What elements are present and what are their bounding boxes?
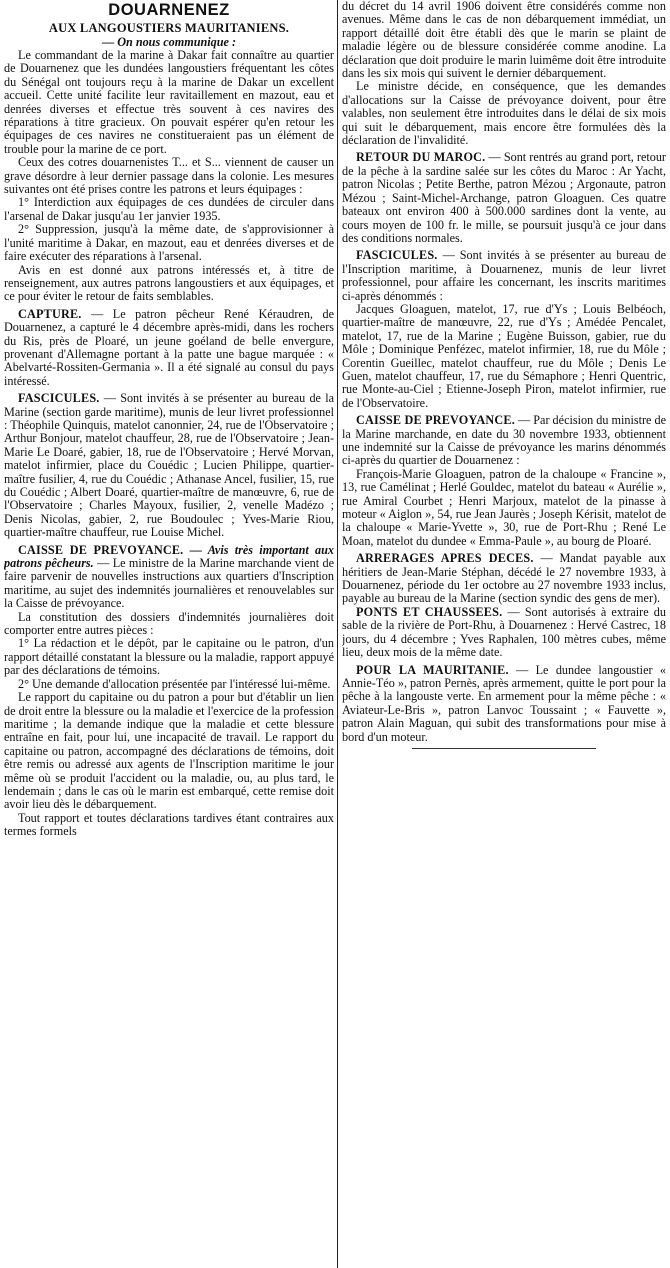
fascicules2-article <box>342 249 666 303</box>
fascicules2-heading: FASCICULES. <box>356 248 438 263</box>
arrerages-article <box>342 552 666 606</box>
caisse-article <box>4 544 334 611</box>
arrerages-text: — Mandat payable aux héritiers de Jean-Marie Stéphan, décédé le 27 novembre 1933, à Douarnenez, période du 1er octobre au 27 novembre 1933 inclus, payable au bureau de la Marine (section syndic des gens de mer). <box>342 551 666 606</box>
end-rule <box>412 748 596 749</box>
langoustiers-paragraph-4: 2° Suppression, jusqu'à la même date, de s'approvisionner à l'unité maritime à Dakar, en mazout, eau et denrées diverses et de faire exécuter des réparations à l'arsenal. <box>4 222 334 264</box>
mauritanie-heading: POUR LA MAURITANIE. <box>356 662 509 677</box>
fascicules-heading: FASCICULES. <box>18 391 100 406</box>
ponts-article <box>342 606 666 660</box>
fascicules2-paragraph-2: Jacques Gloaguen, matelot, 17, rue d'Ys ; Louis Belbéoch, quartier-maître de manœuvre, 22, rue d'Ys ; Amédée Pencalet, matelot, 17, rue de la Marine ; Eugène Buisson, gabier, rue du Môle ; Dominique Penfézec, matelot infirmier, 18, rue du Môle ; Corentin Gueillec, matelot chauffeur, rue du Môle ; Denis Le Guen, matelot chauffeur, 17, rue du Sémaphore ; Henri Quentric, rue Monte-au-Ciel ; Etienne-Joseph Piron, matelot infirmier, rue de l'Observatoire. <box>342 301 666 410</box>
langoustiers-heading: AUX LANGOUSTIERS MAURITANIENS. <box>48 21 290 35</box>
caisse2-article <box>342 414 666 468</box>
langoustiers-paragraph-3: 1° Interdiction aux équipages de ces dundées de circuler dans l'arsenal de Dakar jusqu'au 1er janvier 1935. <box>4 195 334 223</box>
caisse-paragraph-5: Le rapport du capitaine ou du patron a pour but d'établir un lien de droit entre la blessure ou la maladie et l'exercice de la profession maritime ; la demande indique que la maladie et cette blessure entraîne en fait, pour lui, une incapacité de travail. Le rapport du capitaine ou patron, accompagné des déclarations de témoins, doit être remis ou adressé aux agents de l'Inscription maritime le jour même où se produit l'accident ou la maladie, ou, au plus tard, le lendemain ; dans le cas où le marin est embarqué, cette remise doit avoir lieu dès le débarquement. <box>4 690 334 812</box>
langoustiers-paragraph-5: Avis en est donné aux patrons intéressés et, à titre de renseignement, aux autres patrons langoustiers et aux équipages, et ce pour éviter le retour de faits semblables. <box>4 262 334 304</box>
capture-article <box>4 308 334 388</box>
left-column <box>4 0 334 1268</box>
caisse-continued-paragraph-2: Le ministre décide, en conséquence, que les demandes d'allocations sur la Caisse de prévoyance doivent, pour être valables, non seulement être introduites dans le délai de six mois qui suit le débarquement, mais encore être formulées dès la déclaration de l'invalidité. <box>342 79 666 148</box>
fascicules-text: — Sont invités à se présenter au bureau de la Marine (section garde maritime), munis de leur livret professionnel : Théophile Quinquis, matelot canonnier, 24, rue de l'Observatoire ; Arthur Bonjour, matelot chauffeur, 28, rue de l'Observatoire ; Jean-Marie Le Doaré, gabier, 18, rue de l'Observatoire ; Hervé Morvan, matelot infirmier, place du Couédic ; Lucien Philippe, quartier-maître fusilier, 4, rue du Couédic ; Athanase Ancel, fusilier, 15, rue du Couédic ; Albert Doaré, quartier-maître de manœuvre, 6, rue de l'Observatoire ; Charles Mayoux, fusilier, 2, venelle Madézo ; Denis Nicolas, gabier, 2, rue Boudoulec ; Yves-Marie Riou, quartier-maître chauffeur, rue Louise Michel. <box>4 391 334 540</box>
arrerages-heading: ARRERAGES APRES DECES. <box>356 551 534 566</box>
maroc-heading: RETOUR DU MAROC. <box>356 150 486 165</box>
fascicules2-text: — Sont invités à se présenter au bureau de l'Inscription maritime, à Douarnenez, munis de leur livret professionnel, pour affaire les concernant, les inscrits maritimes ci-après dénommés : <box>342 248 666 303</box>
page-title: DOUARNENEZ <box>108 1 230 19</box>
ponts-text: — Sont autorisés à extraire du sable de la rivière de Port-Rhu, à Douarnenez : Hervé Castrec, 18 jours, du 4 décembre ; Yves Raphalen, 100 mètres cubes, même lieu, deux mois de la même date. <box>342 604 666 660</box>
caisse-subheading: — Avis très important aux patrons pêcheurs. <box>4 542 334 571</box>
maroc-article <box>342 151 666 245</box>
caisse-paragraph-2: La constitution des dossiers d'indemnités journalières doit comporter entre autres pièces : <box>4 609 334 638</box>
caisse-paragraph-6: Tout rapport et toutes déclarations tardives étant contraires aux termes formels <box>4 810 334 839</box>
capture-text: — Le patron pêcheur René Kéraudren, de Douarnenez, a capturé le 4 décembre après-midi, dans les rochers du Ris, près de Ploaré, un jeune goéland de belle envergure, provenant d'Allemagne portant à la patte une bague marquée : « Abelvarté-Rossiten-Germania ». Il a été signalé au consul du pays intéressé. <box>4 306 334 388</box>
caisse2-heading: CAISSE DE PREVOYANCE. <box>356 413 515 428</box>
right-column <box>342 0 666 1268</box>
langoustiers-paragraph-2: Ceux des cotres douarnenistes T... et S... viennent de causer un grave désordre à leur dernier passage dans la colonie. Les mesures suivantes ont été prises contre les patrons et leurs équipages : <box>4 155 334 197</box>
langoustiers-paragraph-1: Le commandant de la marine à Dakar fait connaître au quartier de Douarnenez que les dundées langoustiers fréquentant les côtes du Sénégal ont toujours reçu à la marine de Dakar un excellent accueil. Cette unité facilite leur ravitaillement en mazout, eau et denrées diverses et effectue très souvent à ces navires des réparations à titre gracieux. On pouvait espérer qu'en retour les équipages de ces navires ne constitueraient pas un élément de trouble pour la marine de ce port. <box>4 48 334 156</box>
mauritanie-article <box>342 664 666 744</box>
caisse-paragraph-4: 2° Une demande d'allocation présentée par l'intéressé lui-même. <box>18 676 331 691</box>
caisse-text: — Le ministre de la Marine marchande vient de faire parvenir de nouvelles instructions aux quartiers d'Inscription maritime, au sujet des indemnités journalières et renouvelables sur la Caisse de prévoyance. <box>4 556 334 611</box>
caisse2-text: — Par décision du ministre de la Marine marchande, en date du 30 novembre 1933, obtiennent une indemnité sur la Caisse de prévoyance les marins dénommés ci-après du quartier de Douarnenez : <box>342 413 666 468</box>
caisse-continued-paragraph-1: du décret du 14 avril 1906 doivent être considérés comme non avenues. Même dans le cas de non débarquement immédiat, un rapport détaillé doit être établi dès que le marin se plaint de maladie légère ou de blessure considérée comme anodine. La déclaration que doit produire le marin luimême doit être introduite dans les six mois qui suivent le dernier débarquement. <box>342 0 666 81</box>
capture-heading: CAPTURE. <box>18 306 82 321</box>
mauritanie-text: — Le dundee langoustier « Annie-Téo », patron Pernès, après armement, quitte le port pour la pêche à la langouste verte. En armement pour la même pêche : « Aviateur-Le-Bris », patron Lanvoc Toussaint ; « Fauvette », patron Alain Maguan, qui subit des transformations pour mise à bord d'un moteur. <box>342 662 666 744</box>
ponts-heading: PONTS ET CHAUSSEES. <box>356 604 503 619</box>
caisse-paragraph-3: 1° La rédaction et le dépôt, par le capitaine ou le patron, d'un rapport détaillé constatant la blessure ou la maladie, rapport appuyé par des déclarations de témoins. <box>4 636 334 678</box>
langoustiers-subhead: — On nous communique : <box>101 35 237 49</box>
maroc-text: — Sont rentrés au grand port, retour de la pêche à la sardine salée sur les côtes du Maroc : Ar Yacht, patron Nicolas ; Petite Berthe, patron Mézou ; Argonaute, patron Mézou ; Saint-Michel-Archange, patron Gloaguen. Ces quatre bateaux ont environ 400 à 500.000 sardines dont la vente, au cours moyen de 100 fr. le mille, se poursuit jusqu'à ce jour dans des conditions normales. <box>342 150 666 245</box>
fascicules-article <box>4 392 334 539</box>
column-divider <box>337 0 338 1268</box>
caisse2-paragraph-2: François-Marie Gloaguen, patron de la chaloupe « Francine », 13, rue Camélinat ; Herlé Gouldec, matelot du bateau « Aurélie », rue Amiral Courbet ; Henri Marjoux, matelot de la pinasse à moteur « Aiglon », 54, rue Jean Jaurès ; Joseph Kérisit, matelot de la chaloupe « Marie-Yvette », 30, rue de Port-Rhu ; René Le Moan, matelot du dundee « Emma-Paule », au bourg de Ploaré. <box>342 466 666 548</box>
caisse-heading: CAISSE DE PREVOYANCE. <box>18 542 184 557</box>
